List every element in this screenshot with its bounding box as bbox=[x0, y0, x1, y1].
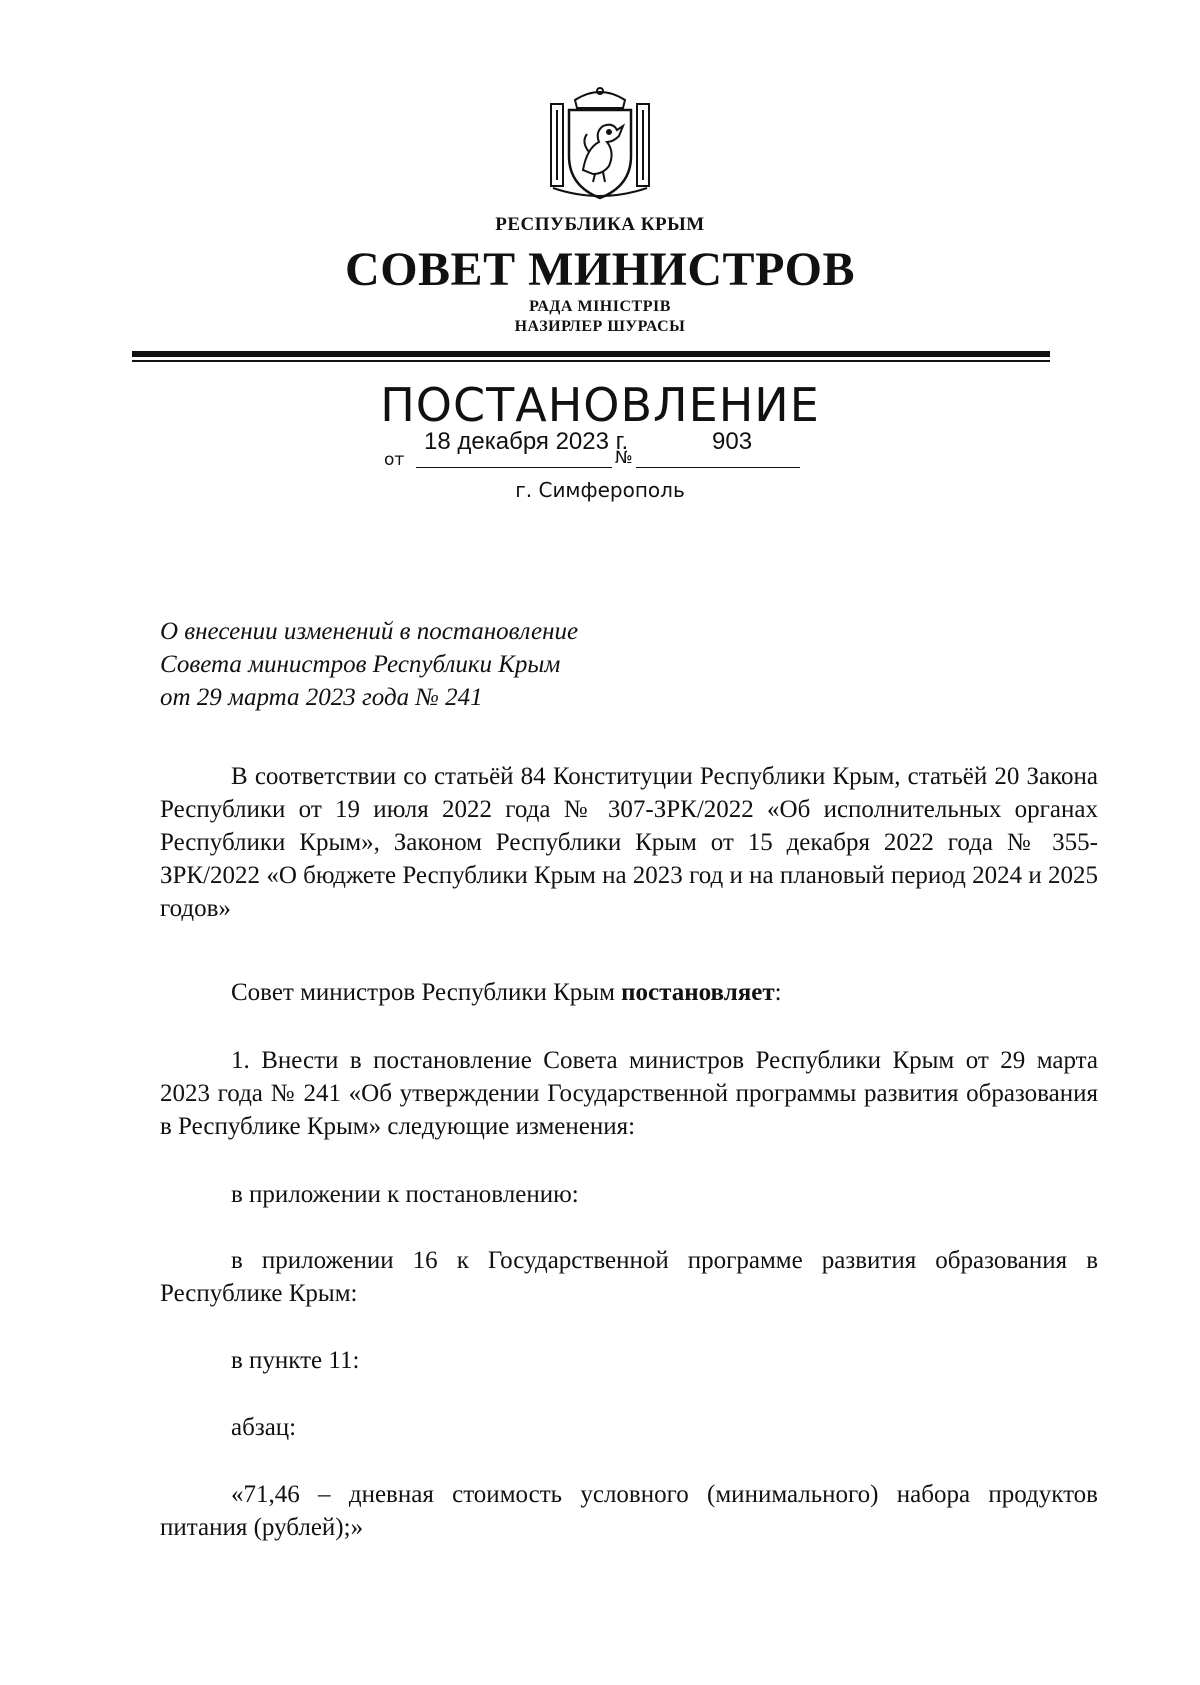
header-divider-thin bbox=[132, 360, 1050, 362]
point-11-paragraph: в пункте 11: bbox=[231, 1347, 360, 1374]
crimea-coat-of-arms-icon bbox=[543, 82, 657, 202]
republic-name: РЕСПУБЛИКА КРЫМ bbox=[495, 214, 705, 235]
council-title: СОВЕТ МИНИСТРОВ bbox=[345, 243, 855, 296]
resolves-keyword: постановляет bbox=[621, 979, 775, 1006]
paragraph-label: абзац: bbox=[231, 1414, 297, 1441]
subject-block bbox=[160, 615, 578, 714]
council-title-ukrainian: РАДА МІНІСТРІВ bbox=[529, 298, 671, 315]
city: г. Симферополь bbox=[515, 478, 685, 502]
quoted-text-paragraph: «71,46 – дневная стоимость условного (минимального) набора продуктов питания (рублей);» bbox=[160, 1481, 1098, 1541]
number-value: 903 bbox=[712, 428, 753, 455]
resolves-colon: : bbox=[774, 979, 782, 1006]
item-1-paragraph: 1. Внести в постановление Совета министров Республики Крым от 29 марта 2023 года № 241 «Об утверждении Государственной программы развития образования в Республике Крым» следующие изменения: bbox=[160, 1047, 1098, 1140]
subject-line: от 29 марта 2023 года № 241 bbox=[160, 684, 483, 711]
subject-line: Совета министров Республики Крым bbox=[160, 651, 561, 678]
resolves-paragraph bbox=[160, 976, 1098, 1009]
annex-paragraph: в приложении к постановлению: bbox=[231, 1181, 579, 1208]
number-label: № bbox=[615, 448, 633, 468]
resolves-text: Совет министров Республики Крым bbox=[231, 979, 622, 1006]
subject-line: О внесении изменений в постановление bbox=[160, 618, 579, 645]
date-number-row bbox=[0, 428, 1200, 468]
date-underline bbox=[416, 467, 612, 468]
number-underline bbox=[636, 467, 800, 468]
annex-16-paragraph: в приложении 16 к Государственной программе развития образования в Республике Крым: bbox=[160, 1247, 1098, 1307]
preamble-paragraph: В соответствии со статьёй 84 Конституции Республики Крым, статьёй 20 Закона Республики от 19 июля 2022 года № 307-ЗРК/2022 «Об исполнительных органах Республики Крым», Законом Республики Крым от 15 декабря 2022 года № 355-ЗРК/2022 «О бюджете Республики Крым на 2023 год и на плановый период 2024 и 2025 годов» bbox=[160, 763, 1098, 922]
date-value: 18 декабря 2023 г. bbox=[424, 428, 629, 455]
document-type: ПОСТАНОВЛЕНИЕ bbox=[380, 378, 820, 432]
header-divider-thick bbox=[132, 351, 1050, 357]
council-title-crimean-tatar: НАЗИРЛЕР ШУРАСЫ bbox=[514, 318, 686, 335]
date-label: от bbox=[384, 450, 405, 470]
